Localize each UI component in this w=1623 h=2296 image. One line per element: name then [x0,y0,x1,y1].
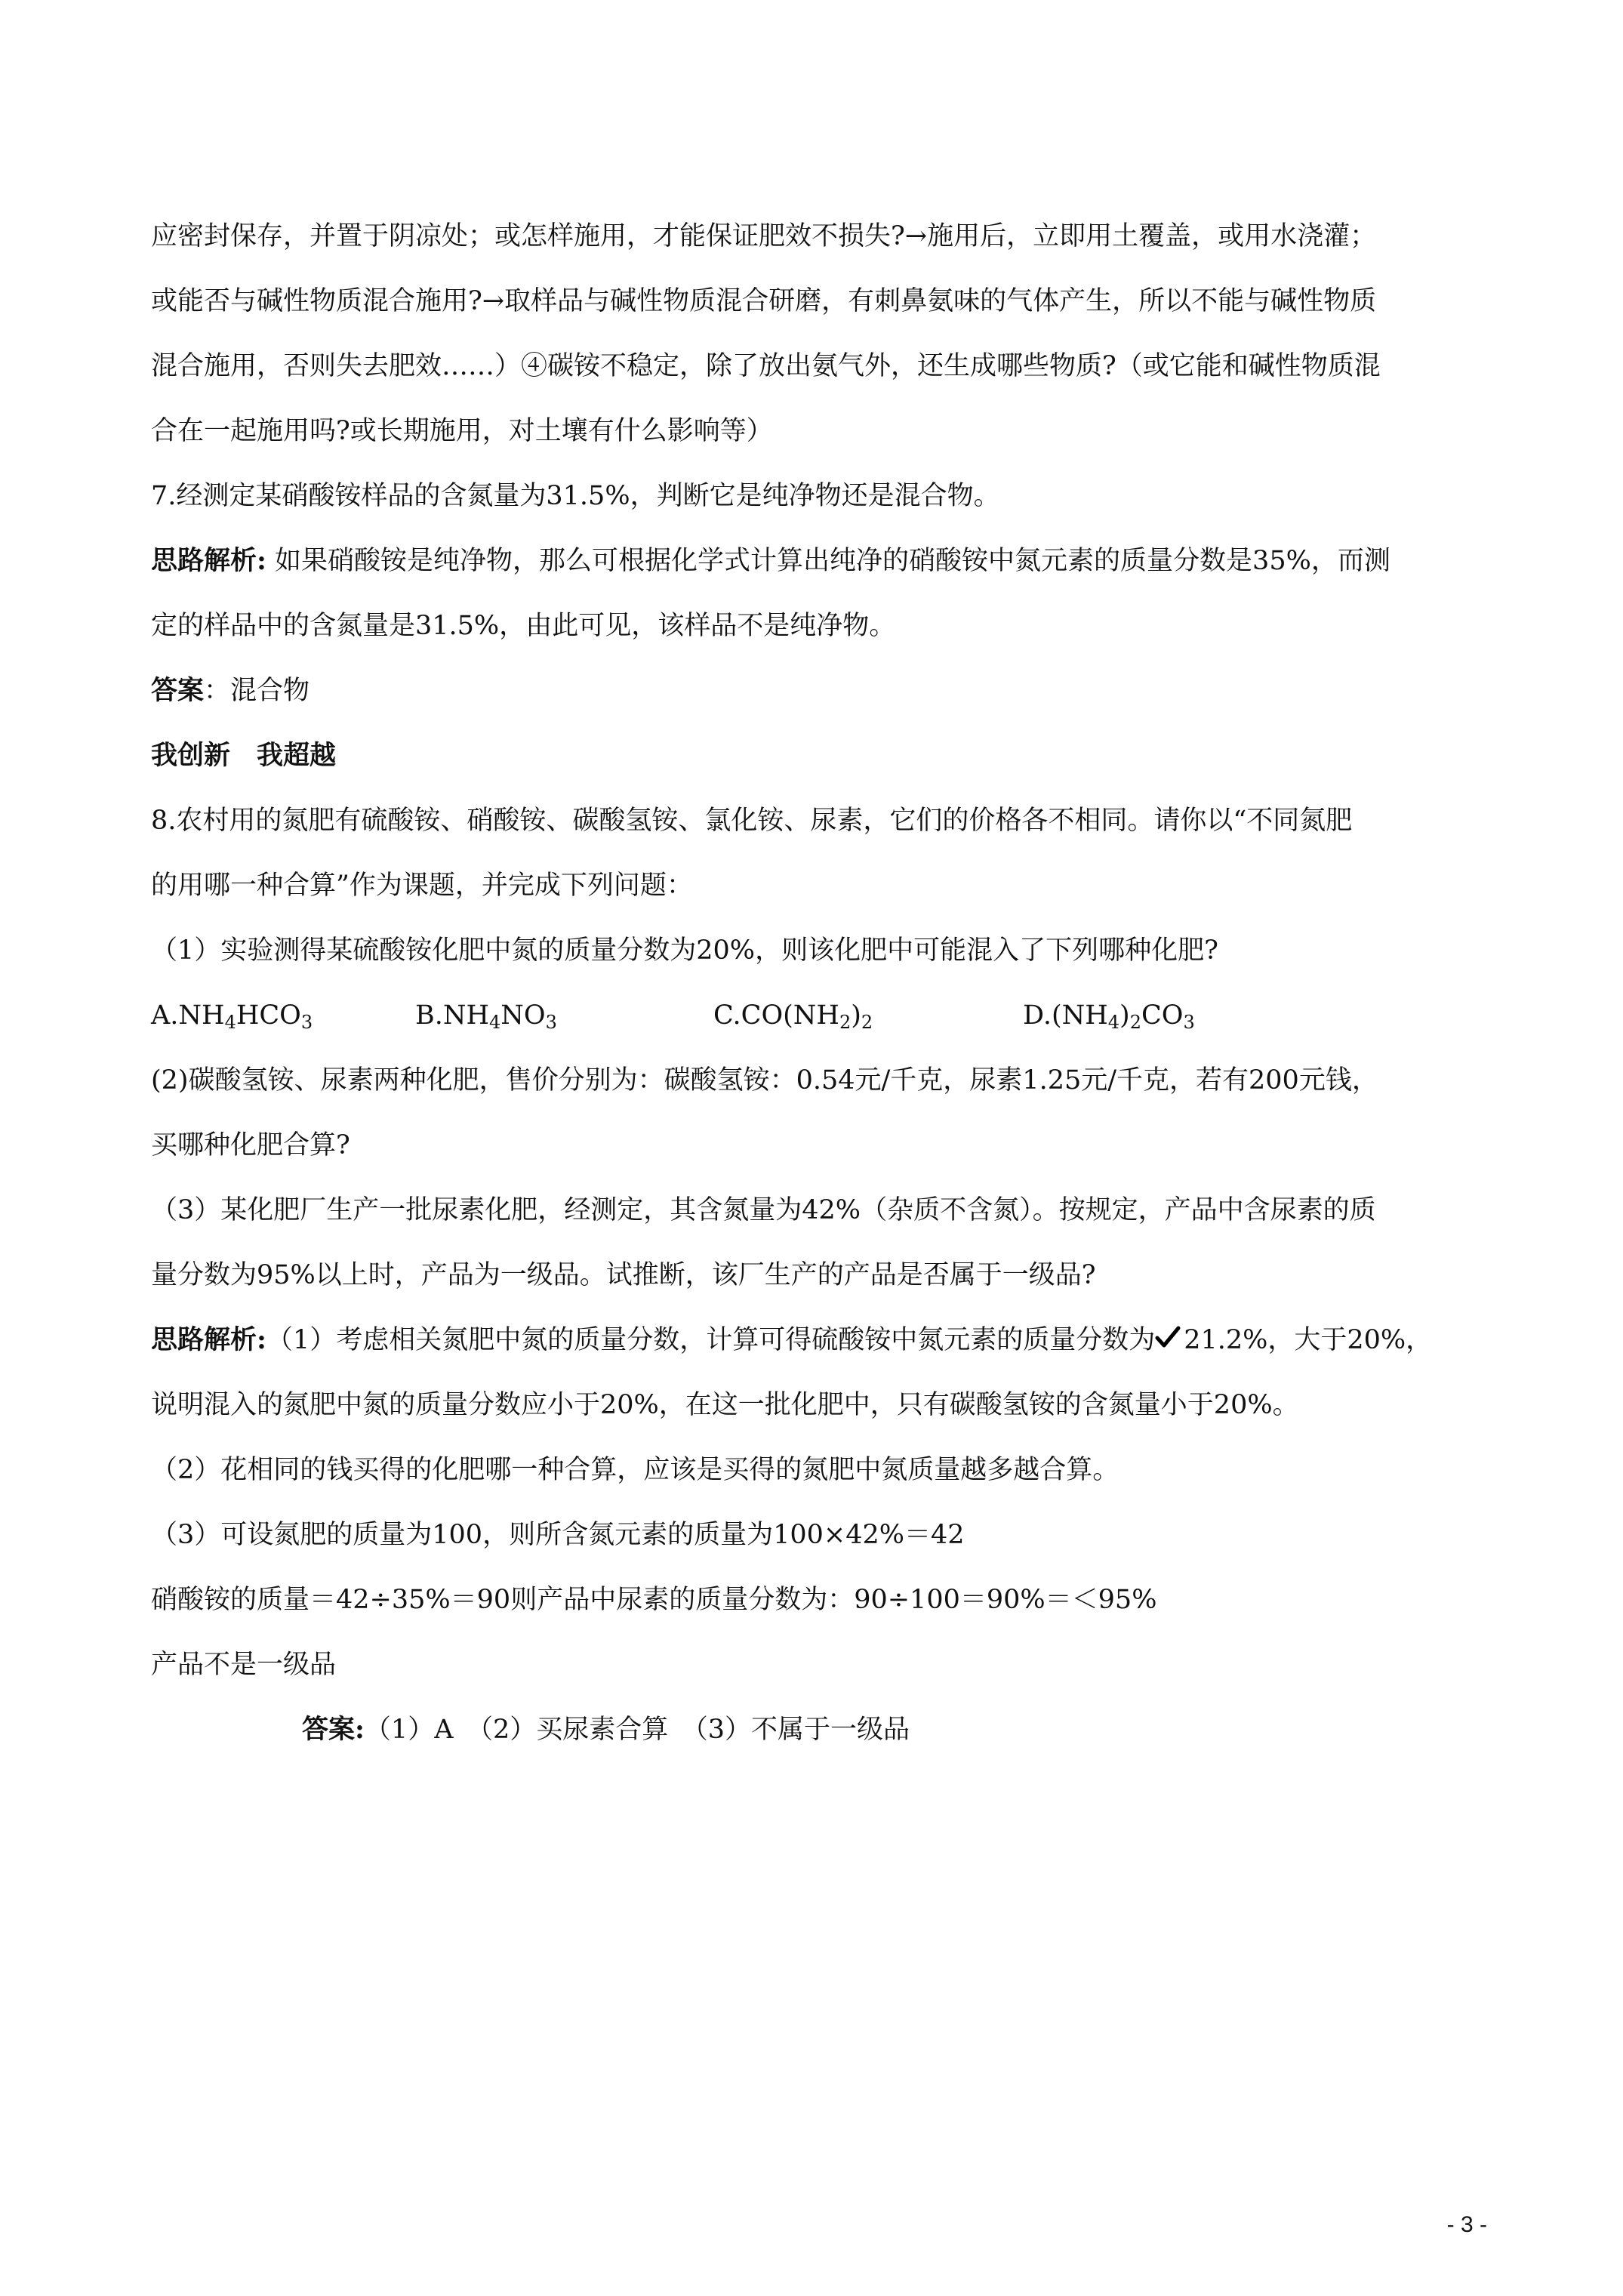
q7-analysis [151,529,1487,593]
options-row [151,983,1487,1048]
page-number: - 3 - [1446,2212,1487,2237]
q8-analysis-1-cont: 说明混入的氮肥中氮的质量分数应小于20%，在这一批化肥中，只有碳酸氢铵的含氮量小于20%。 [151,1390,1299,1420]
section-title: 我创新 我超越 [151,740,337,771]
q8-analysis-4: 硝酸铵的质量＝42÷35%＝90则产品中尿素的质量分数为：90÷100＝90%＝＜95% [151,1585,1157,1615]
analysis-label: 思路解析: [151,1324,266,1355]
text-line: 合在一起施用吗?或长期施用，对土壤有什么影响等） [151,416,773,446]
q7-answer [151,658,1487,723]
checkmark-icon [1155,1308,1181,1373]
question-8-stem-cont: 的用哪一种合算”作为课题，并完成下列问题： [151,871,693,901]
q8-analysis-5: 产品不是一级品 [151,1650,337,1680]
answer-text: ：混合物 [204,676,310,706]
question-8-sub3-cont: 量分数为95%以上时，产品为一级品。试推断，该厂生产的产品是否属于一级品? [151,1260,1096,1290]
analysis-label: 思路解析: [151,545,266,576]
answer-label: 答案 [151,675,205,706]
analysis-text: 如果硝酸铵是纯净物，那么可根据化学式计算出纯净的硝酸铵中氮元素的质量分数是35%，而测 [266,546,1390,576]
q8-answer [151,1697,1487,1762]
text-line: 应密封保存，并置于阴凉处；或怎样施用，才能保证肥效不损失?→施用后，立即用土覆盖，或用水浇灌； [151,221,1377,251]
text-line: 或能否与碱性物质混合施用?→取样品与碱性物质混合研磨，有刺鼻氨味的气体产生，所以不能与碱性物质 [151,286,1377,316]
page-content [151,204,1487,1762]
option-d: $D.(NH_4)_2CO_3$ [1023,1000,1195,1033]
q8-analysis-2: （2）花相同的钱买得的化肥哪一种合算，应该是买得的氮肥中氮质量越多越合算。 [151,1455,1119,1485]
option-b: $B.NH_4NO_3$ [415,1000,557,1033]
question-8-stem: 8.农村用的氮肥有硫酸铵、硝酸铵、碳酸氢铵、氯化铵、尿素，它们的价格各不相同。请你以“不同氮肥 [151,806,1353,836]
question-8-sub3: （3）某化肥厂生产一批尿素化肥，经测定，其含氮量为42%（杂质不含氮）。按规定，产品中含尿素的质 [151,1195,1376,1225]
q7-analysis-cont: 定的样品中的含氮量是31.5%，由此可见，该样品不是纯净物。 [151,611,896,641]
text-line: 混合施用，否则失去肥效……）④碳铵不稳定，除了放出氨气外，还生成哪些物质?（或它能和碱性物质混 [151,351,1381,381]
answer-text: （1）A （2）买尿素合算 （3）不属于一级品 [364,1715,910,1745]
q8-analysis-1: 思路解析:（1）考虑相关氮肥中氮的质量分数，计算可得硫酸铵中氮元素的质量分数为 21.2%，大于20%， [151,1308,1487,1373]
option-a: $A.NH_4HCO_3$ [151,1000,313,1033]
answer-label: 答案: [302,1714,365,1745]
question-8-sub2-cont: 买哪种化肥合算? [151,1130,350,1160]
question-8-sub2: (2)碳酸氢铵、尿素两种化肥，售价分别为：碳酸氢铵：0.54元/千克，尿素1.25元/千克，若有200元钱， [151,1065,1378,1096]
question-7: 7.经测定某硝酸铵样品的含氮量为31.5%，判断它是纯净物还是混合物。 [151,481,1000,511]
option-c: $C.CO(NH_2)_2$ [713,1000,873,1033]
question-8-sub1: （1）实验测得某硫酸铵化肥中氮的质量分数为20%，则该化肥中可能混入了下列哪种化肥? [151,935,1218,966]
q8-analysis-3: （3）可设氮肥的质量为100，则所含氮元素的质量为100×42%＝42 [151,1520,965,1550]
